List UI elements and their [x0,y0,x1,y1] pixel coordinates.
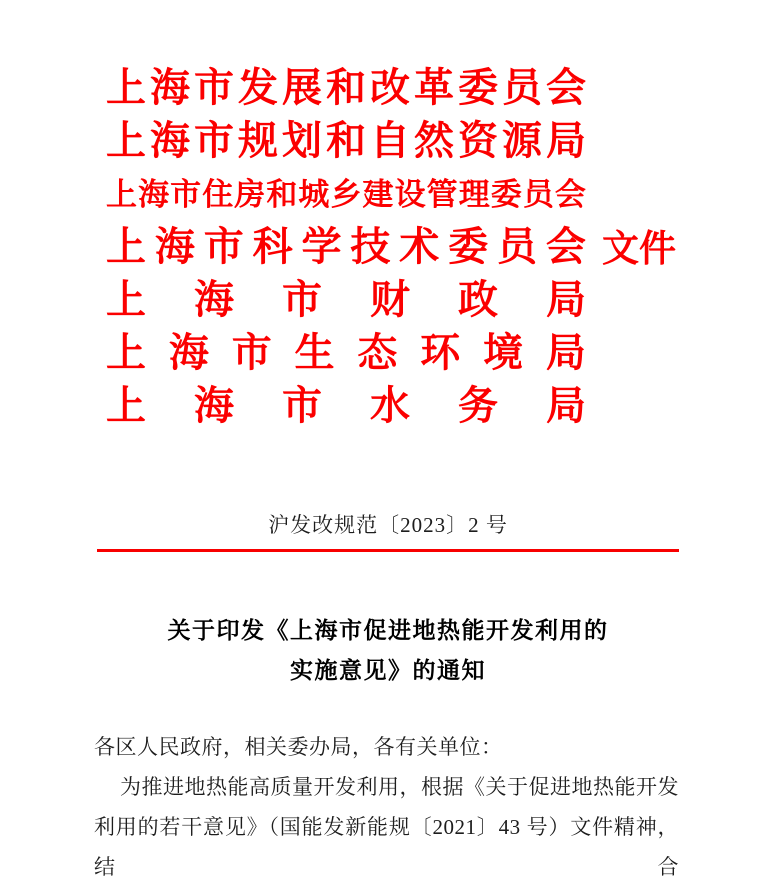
document-reference-number: 沪发改规范〔2023〕2 号 [268,513,508,537]
document-word-label: 文件 [602,228,676,269]
notice-title [0,610,776,690]
paragraph-line-1: 为推进地热能高质量开发利用，根据《关于促进地热能开发 [120,775,679,799]
agency-line-2: 上 海 市 规 划 和 自 然 资 源 局 [106,119,586,163]
notice-title-line-2: 实施意见》的通知 [290,657,486,683]
notice-body [94,727,679,879]
agency-line-4: 上 海 市 科 学 技 术 委 员 会 [106,225,586,269]
agency-line-1: 上 海 市 发 展 和 改 革 委 员 会 [106,66,586,110]
red-separator-line [97,549,679,552]
agency-line-7: 上 海 市 水 务 局 [106,384,586,428]
salutation-line: 各区人民政府，相关委办局，各有关单位： [94,735,503,759]
notice-title-line-1: 关于印发《上海市促进地热能开发利用的 [167,617,609,643]
agency-line-5: 上 海 市 财 政 局 [106,278,586,322]
letterhead [106,62,586,433]
paragraph-line-2: 利用的若干意见》（国能发新能规〔2021〕43 号）文件精神，结合 [94,815,679,879]
agency-line-3: 上 海 市 住 房 和 城 乡 建 设 管 理 委 员 会 [106,177,586,212]
agency-line-6: 上 海 市 生 态 环 境 局 [106,331,586,375]
